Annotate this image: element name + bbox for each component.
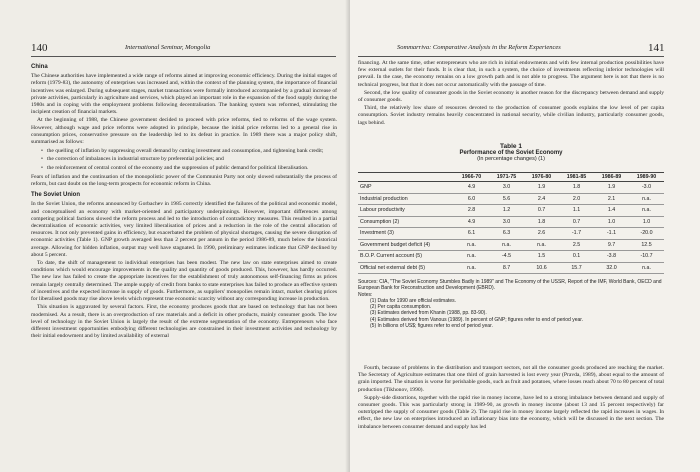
table-cell: 1.8 — [559, 182, 594, 194]
table-cell: 4.9 — [454, 216, 489, 228]
table-row — [358, 216, 664, 228]
column-header: 1981-85 — [559, 173, 594, 182]
note-item: (4) Estimates derived from Vanous (1989). In percent of GNP; figures refer to end of period year. — [370, 316, 584, 323]
left-page-number: 140 — [31, 42, 48, 54]
table-cell: 2.8 — [454, 205, 489, 217]
table-cell: 6.1 — [454, 228, 489, 240]
right-paragraph-4: Fourth, because of problems in the distribution and transport sectors, not all the consumer goods produced are reaching the market. The Secretary of Agriculture estimates that one third of grain harvested is lost every year (Pravda, 1989), about equal to the amount of grain imported. The situation is worse for perishable goods, such as fruit and potatoes, where losses reach about 70 to 80 percent of total production (Tikhonov, 1990). — [358, 365, 664, 393]
right-paragraph-3: Third, the relatively low share of resources devoted to the production of consumer goods explains the low level of per capita consumption. Soviet industry remains heavily concentrated in national security, while civilian industry, particularly consumer goods, lags behind. — [358, 105, 664, 126]
table-row — [358, 182, 664, 194]
row-label: Labour productivity — [358, 205, 454, 217]
table-cell: 1.0 — [594, 216, 629, 228]
table-cell: 0.7 — [524, 205, 559, 217]
table-row — [358, 262, 664, 274]
table-cell: 1.5 — [524, 251, 559, 263]
china-policy-list — [41, 148, 337, 172]
right-header — [350, 42, 700, 54]
note-item: (1) Data for 1990 are official estimates. — [370, 297, 457, 304]
table-cell: -3.0 — [629, 182, 664, 194]
table-cell: 32.0 — [594, 262, 629, 274]
table-subtitle: (In percentage changes) (1) — [477, 156, 545, 162]
table-cell: 2.1 — [594, 193, 629, 205]
table-cell: 10.6 — [524, 262, 559, 274]
right-body-top — [358, 60, 664, 128]
column-header: 1986-89 — [594, 173, 629, 182]
note-item: (3) Estimates derived from Khanin (1988, pp. 83-90). — [370, 310, 487, 317]
table-cell: 0.7 — [559, 216, 594, 228]
table-cell: n.a. — [454, 262, 489, 274]
table-cell: 2.6 — [524, 228, 559, 240]
column-header: 1966-70 — [454, 173, 489, 182]
table-cell: 3.0 — [489, 216, 524, 228]
table-cell: 1.2 — [489, 205, 524, 217]
table-cell: 2.0 — [559, 193, 594, 205]
table-cell: 5.6 — [489, 193, 524, 205]
table-row — [358, 205, 664, 217]
table-title: Performance of the Soviet Economy — [459, 150, 563, 156]
right-running-head: Sommarriva: Comparative Analysis in the Reform Experiences — [397, 44, 561, 51]
china-paragraph-1: The Chinese authorities have implemented a wide range of reforms aimed at improving economic efficiency. During the initial stages of reform (1979-83), the autonomy of enterprises was increased and, within the context of the planning system, the importance of financial incentives was enlarged. During subsequent stages, market transactions were formally introduced accompanied by a gradual increase of private activities, particularly in agriculture and services, which played an important role in the expansion of the food supply during the 1980s and in coping with the employment problems following decentralisation. The banking system was reformed, stimulating the incipient creation of financial markets. — [31, 73, 337, 116]
china-paragraph-2: At the beginning of 1988, the Chinese government decided to proceed with price reforms, tied to reforms of the wage system. However, although wage and price reforms were adopted in principle, because the initial price reforms led to a general rise in consumption prices, conservative pressure on the leadership led to its defeat in practice. In 1989 there was a major policy shift, summarised as follows: — [31, 117, 337, 146]
left-running-head: International Seminar, Mongolia — [125, 44, 211, 51]
soviet-paragraph-1: In the Soviet Union, the reforms announced by Gorbachev in 1985 correctly identified the failures of the political and economic model, and conceptualised an economy with market-oriented and participatory underpinnings. However, important differences among competing political factions slowed the reform process and led to the introduction of contradictory measures. This resulted in a partial decentralisation of economic activities, very limited liberalisation of prices and a reduction in the role of the central allocation of resources. It not only prevented gains in efficiency, but exacerbated the problem of physical shortages, causing the severe disruption of economic activities (Table 1). GNP growth averaged less than 2 percent per annum in the period 1986-89, much below the historical average. Allowing for hidden inflation, output may well have stagnated. In 1990, preliminary estimates indicate that GNP declined by about 5 percent. — [31, 201, 337, 258]
table-cell: n.a. — [489, 239, 524, 251]
table-cell: -4.5 — [489, 251, 524, 263]
table-cell: 1.4 — [594, 205, 629, 217]
row-label: Official net external debt (5) — [358, 262, 454, 274]
soviet-paragraph-2: To date, the shift of management to individual enterprises has been modest. The new law on state enterprises aimed to create conditions which would encourage improvements in the quality and quantity of goods produced. This, however, has hardly occurred. The new law has failed to create the appropriate incentives for the establishment of truly autonomous self-financing firms as prices remain largely centrally determined. The ample supply of credit from banks to state enterprises has failed to produce an effective system of incentives and the expected increase in supply of goods. Furthermore, as suppliers' monopolies remain intact, market clearing prices for liberalised goods may rise above levels which represent true economic scarcity without any corresponding increase in production. — [31, 260, 337, 303]
note-item: (5) In billions of US$; figures refer to end of period year. — [370, 323, 493, 330]
table-notes — [358, 279, 664, 329]
table-cell: 1.0 — [629, 216, 664, 228]
right-paragraph-5: Supply-side distortions, together with the rapid rise in money income, have led to a strong imbalance between demand and supply of consumer goods. This was particularly strong in 1989-90, as growth in money income (about 13 and 15 percent respectively) far outstripped the supply of consumer goods (Table 2). The rapid rise in money income largely reflected the rapid increases in wages. In effect, the new law on enterprises introduced an inflationary bias into the economy, which will be discussed in the next section. The imbalance between consumer demand and supply has led — [358, 394, 664, 430]
right-paragraph-2: Second, the low quality of consumer goods in the Soviet economy is another reason for the discrepancy between demand and supply of consumer goods. — [358, 89, 664, 104]
table-label: Table 1 — [500, 143, 522, 150]
left-body-text — [31, 60, 337, 341]
table-cell: 2.5 — [559, 239, 594, 251]
left-header — [0, 42, 350, 54]
table-cell: 15.7 — [559, 262, 594, 274]
table-caption — [358, 143, 664, 162]
table-cell: 6.0 — [454, 193, 489, 205]
table-cell: 4.9 — [454, 182, 489, 194]
row-label: B.O.P. Current account (5) — [358, 251, 454, 263]
table-cell: 1.8 — [524, 216, 559, 228]
table-cell: 12.5 — [629, 239, 664, 251]
right-page-number: 141 — [648, 42, 665, 54]
table-cell: 1.9 — [594, 182, 629, 194]
left-header-rule — [31, 56, 336, 57]
china-policy-item: • the correction of imbalances in industrial structure by preferential policies; and — [41, 156, 337, 163]
right-paragraph-1: financing. At the same time, other entrepreneurs who are rich in initial endowments and with few internal production possibilities have few external outlets for their funds. It is clear that, in such a system, the choice of investments reflecting inferior technologies will prevail. In the case, the economy remains on a low growth path and is not able to progress. The argument here is not that there is no technical progress, but that it does not occur automatically with the passage of time. — [358, 60, 664, 88]
right-page — [350, 0, 700, 472]
row-label: Government budget deficit (4) — [358, 239, 454, 251]
table-cell: n.a. — [629, 262, 664, 274]
table-row — [358, 193, 664, 205]
table-cell: 8.7 — [489, 262, 524, 274]
table-sources: Sources: CIA, "The Soviet Economy Stumbles Badly in 1989" and The Economy of the USSR, Report of the IMF, World Bank, OECD and European Bank for Reconstruction and Development (EBRD). — [358, 279, 662, 292]
table-cell: 6.3 — [489, 228, 524, 240]
table-cell: 1.1 — [559, 205, 594, 217]
table-cell: -20.0 — [629, 228, 664, 240]
table-cell: -1.1 — [594, 228, 629, 240]
right-header-rule — [358, 56, 664, 57]
table-cell: n.a. — [454, 239, 489, 251]
right-body-bottom — [358, 365, 664, 432]
table-cell: -1.7 — [559, 228, 594, 240]
table-cell: 9.7 — [594, 239, 629, 251]
table-cell: 1.9 — [524, 182, 559, 194]
performance-table — [358, 172, 664, 274]
note-item: (2) Per capita consumption. — [370, 304, 432, 311]
table-cell: n.a. — [524, 239, 559, 251]
table-row — [358, 228, 664, 240]
row-label: Industrial production — [358, 193, 454, 205]
notes-label: Notes: — [358, 291, 373, 298]
table-row — [358, 251, 664, 263]
table-cell: n.a. — [629, 193, 664, 205]
table-cell: -3.8 — [594, 251, 629, 263]
table-row — [358, 239, 664, 251]
table-cell: 2.4 — [524, 193, 559, 205]
row-label: GNP — [358, 182, 454, 194]
china-policy-item: • the quelling of inflation by suppressing overall demand by cutting investment and consumption, and tightening bank credit; — [41, 148, 337, 155]
row-label: Consumption (2) — [358, 216, 454, 228]
table-header-row — [358, 173, 664, 182]
soviet-heading: The Soviet Union — [31, 192, 81, 199]
table-cell: 3.0 — [489, 182, 524, 194]
row-label: Investment (3) — [358, 228, 454, 240]
soviet-paragraph-3: This situation is aggravated by several factors. First, the economy produces goods that are based on technology that has not been modernised. As a result, there is an overproduction of raw materials and a deficit in other products, mainly consumer goods. The low level of technology in the Soviet Union is largely the result of the extreme segmentation of the economy. Entrepreneurs who face different investment opportunities embodying different technologies are constrained in their investment activities and technology by their initial endowment and by limited availability of external — [31, 304, 337, 340]
china-policy-item: • the reinforcement of central control of the economy and the suppression of public demand for political liberalisation. — [41, 165, 337, 172]
column-header — [358, 173, 454, 182]
column-header: 1971-75 — [489, 173, 524, 182]
china-heading: China — [31, 64, 48, 70]
table-cell: -10.7 — [629, 251, 664, 263]
table-cell: n.a. — [454, 251, 489, 263]
column-header: 1989-90 — [629, 173, 664, 182]
table-cell: 0.1 — [559, 251, 594, 263]
table-cell: n.a. — [629, 205, 664, 217]
china-paragraph-3: Fears of inflation and the continuation of the monopolistic power of the Communist Party not only slowed substantially the process of reform, but cast doubt on the long-term prospects for economic reform in China. — [31, 173, 337, 188]
column-header: 1976-80 — [524, 173, 559, 182]
